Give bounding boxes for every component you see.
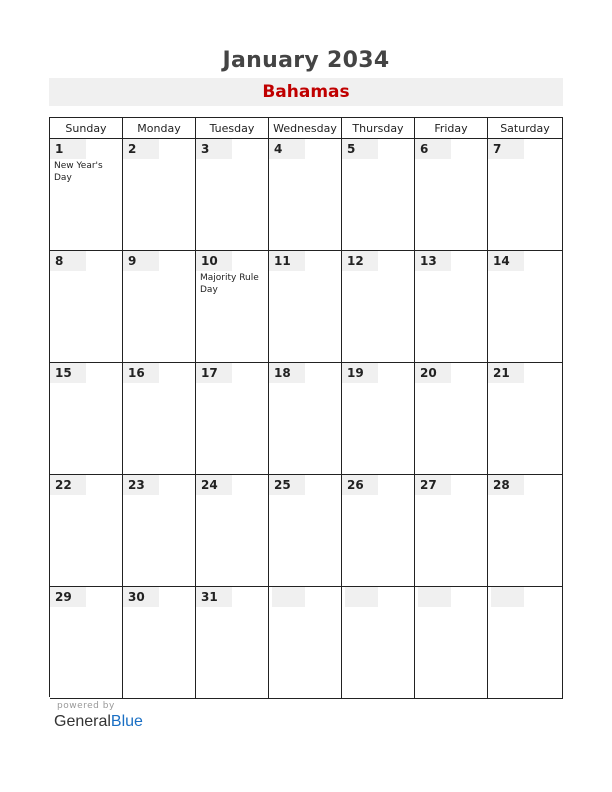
day-number: 1 <box>50 139 86 159</box>
day-cell <box>415 139 488 251</box>
day-cell <box>488 587 563 699</box>
holiday-label: Majority Rule Day <box>200 273 259 295</box>
day-cell <box>123 587 196 699</box>
day-cell <box>269 475 342 587</box>
day-cell <box>50 475 123 587</box>
day-number: 11 <box>269 251 305 271</box>
day-cell <box>123 363 196 475</box>
day-cell <box>342 251 415 363</box>
day-number: 31 <box>196 587 232 607</box>
weekday-friday: Friday <box>415 118 488 139</box>
day-number: 9 <box>123 251 159 271</box>
day-cell <box>123 139 196 251</box>
holiday-label: New Year's Day <box>54 161 103 183</box>
day-number: 21 <box>488 363 524 383</box>
weekday-wednesday: Wednesday <box>269 118 342 139</box>
day-number: 5 <box>342 139 378 159</box>
powered-by-text: powered by <box>57 701 115 711</box>
day-cell <box>196 139 269 251</box>
day-number: 14 <box>488 251 524 271</box>
empty-day-number <box>272 587 305 607</box>
weekday-saturday: Saturday <box>488 118 563 139</box>
day-cell <box>415 475 488 587</box>
weekday-header-row <box>50 118 563 139</box>
day-number: 20 <box>415 363 451 383</box>
day-number: 3 <box>196 139 232 159</box>
day-cell <box>123 475 196 587</box>
day-number: 16 <box>123 363 159 383</box>
week-row <box>50 587 563 699</box>
week-row <box>50 475 563 587</box>
day-number: 23 <box>123 475 159 495</box>
day-number: 6 <box>415 139 451 159</box>
brand-blue: Blue <box>110 713 143 730</box>
day-number: 25 <box>269 475 305 495</box>
weekday-tuesday: Tuesday <box>196 118 269 139</box>
week-row <box>50 139 563 251</box>
calendar-title: January 2034 <box>222 48 390 73</box>
week-row <box>50 251 563 363</box>
day-cell <box>415 363 488 475</box>
weekday-thursday: Thursday <box>342 118 415 139</box>
day-cell <box>415 587 488 699</box>
day-number: 12 <box>342 251 378 271</box>
empty-day-number <box>418 587 451 607</box>
day-cell <box>342 363 415 475</box>
day-cell <box>488 251 563 363</box>
day-cell <box>50 363 123 475</box>
generalblue-logo <box>54 713 143 731</box>
day-number: 19 <box>342 363 378 383</box>
empty-day-number <box>345 587 378 607</box>
day-cell <box>488 363 563 475</box>
day-cell <box>196 587 269 699</box>
day-number: 15 <box>50 363 86 383</box>
day-cell <box>196 475 269 587</box>
day-number: 27 <box>415 475 451 495</box>
day-cell <box>196 251 269 363</box>
day-number: 8 <box>50 251 86 271</box>
day-cell <box>488 475 563 587</box>
day-cell <box>123 251 196 363</box>
day-number: 22 <box>50 475 86 495</box>
empty-day-number <box>491 587 524 607</box>
day-number: 28 <box>488 475 524 495</box>
day-cell <box>342 139 415 251</box>
day-cell <box>269 251 342 363</box>
day-number: 29 <box>50 587 86 607</box>
day-cell <box>415 251 488 363</box>
country-name: Bahamas <box>49 78 563 106</box>
day-cell <box>50 139 123 251</box>
day-cell <box>269 587 342 699</box>
weekday-monday: Monday <box>123 118 196 139</box>
day-cell <box>50 587 123 699</box>
day-number: 2 <box>123 139 159 159</box>
day-number: 13 <box>415 251 451 271</box>
day-cell <box>269 363 342 475</box>
day-number: 7 <box>488 139 524 159</box>
day-cell <box>488 139 563 251</box>
weekday-sunday: Sunday <box>50 118 123 139</box>
day-cell <box>342 475 415 587</box>
day-number: 18 <box>269 363 305 383</box>
day-cell <box>269 139 342 251</box>
day-number: 30 <box>123 587 159 607</box>
day-cell <box>50 251 123 363</box>
day-number: 4 <box>269 139 305 159</box>
day-cell <box>342 587 415 699</box>
brand-general: General <box>54 713 111 730</box>
day-number: 26 <box>342 475 378 495</box>
day-cell <box>196 363 269 475</box>
day-number: 10 <box>196 251 232 271</box>
week-row <box>50 363 563 475</box>
day-number: 24 <box>196 475 232 495</box>
day-number: 17 <box>196 363 232 383</box>
calendar-grid <box>49 117 563 697</box>
